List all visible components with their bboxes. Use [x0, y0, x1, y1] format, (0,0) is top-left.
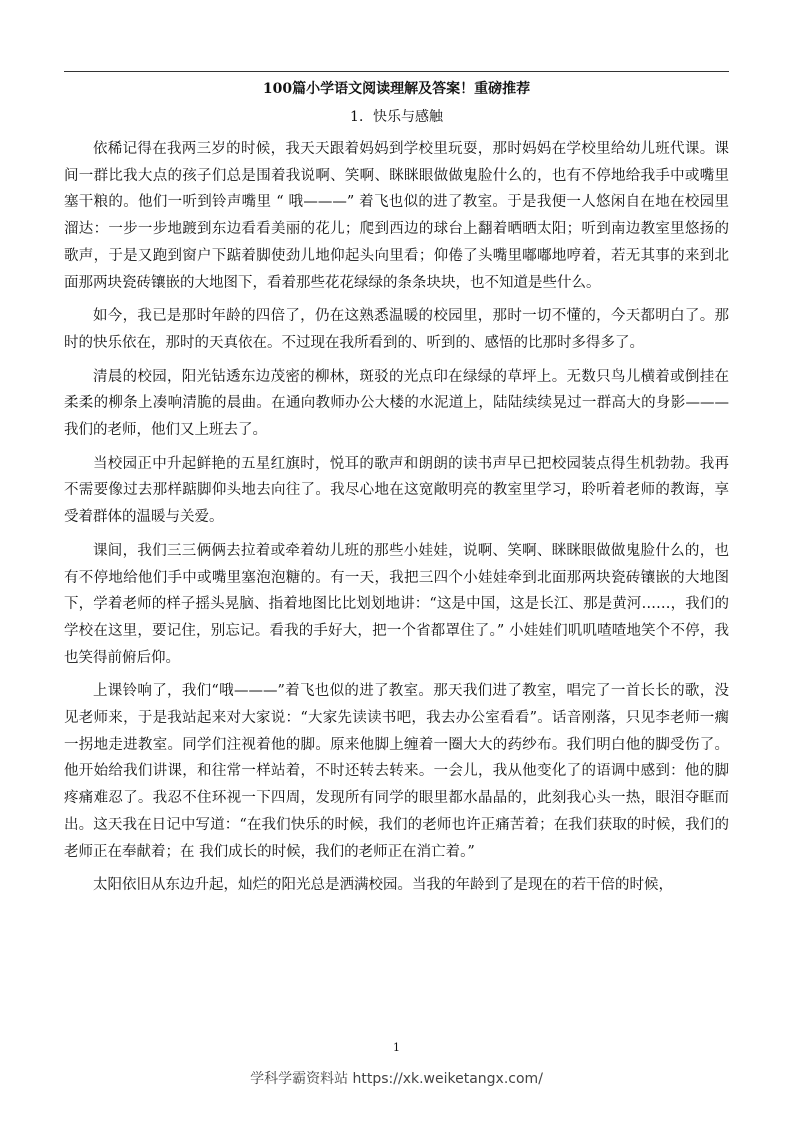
paragraph: 课间，我们三三俩俩去拉着或牵着幼儿班的那些小娃娃，说啊、笑啊、眯眯眼做做鬼脸什么的，也有不停地给他们手中或嘴里塞泡泡糖的。有一天，我把三四个小娃娃牵到北面那两块瓷砖镶嵌的大地图下，学着老师的样子摇头晃脑、指着地图比比划划地讲：“这是中国，这是长江、那是黄河……，我们的学校在这里，要记住，别忘记。看我的手好大，把一个省都罩住了。” 小娃娃们叽叽喳喳地笑个不停，我也笑得前俯后仰。 [64, 542, 729, 666]
footer-site-link[interactable]: 学科学霸资料站 https://xk.weiketangx.com/ [250, 1071, 543, 1087]
paragraph: 太阳依旧从东边升起，灿烂的阳光总是洒满校园。当我的年龄到了是现在的若干倍的时候， [93, 877, 673, 894]
section-title: 1．快乐与感触 [350, 109, 443, 125]
paragraph: 上课铃响了，我们“哦———”着飞也似的进了教室。那天我们进了教室，唱完了一首长长的歌，没见老师来，于是我站起来对大家说：“大家先读读书吧，我去办公室看看”。话音刚落，只见李老师一瘸一拐地走进教室。同学们注视着他的脚。原来他脚上缠着一圈大大的药纱布。我们明白他的脚受伤了。他开始给我们讲课，和往常一样站着，不时还转去转来。一会儿，我从他变化了的语调中感到：他的脚疼痛难忍了。我忍不住环视一下四周，发现所有同学的眼里都水晶晶的，此刻我心头一热，眼泪夺眶而出。这天我在日记中写道：“在我们快乐的时候，我们的老师也许正痛苦着；在我们获取的时候，我们的老师正在奉献着；在 我们成长的时候，我们的老师正在消亡着。” [64, 683, 729, 860]
paragraph: 依稀记得在我两三岁的时候，我天天跟着妈妈到学校里玩耍，那时妈妈在学校里给幼儿班代课。课间一群比我大点的孩子们总是围着我说啊、笑啊、眯眯眼做做鬼脸什么的，也有不停地给我手中或嘴里塞干粮的。他们一听到铃声嘴里 “ 哦———” 着飞也似的进了教室。于是我便一人悠闲自在地在校园里溜达：一步一步地踱到东边看看美丽的花儿；爬到西边的球台上翻着晒晒太阳；听到南边教室里悠扬的歌声，于是又跑到窗户下踮着脚使劲儿地仰起头向里看；仰倦了头嘴里嘟嘟地哼着，若无其事的来到北面那两块瓷砖镶嵌的大地图下，看着那些花花绿绿的条条块块，也不知道是些什么。 [64, 141, 729, 291]
paragraph: 清晨的校园，阳光钻透东边茂密的柳林，斑驳的光点印在绿绿的草坪上。无数只鸟儿横着或倒挂在柔柔的柳条上凑响清脆的晨曲。在通向教师办公大楼的水泥道上，陆陆续续晃过一群高大的身影———我们的老师，他们又上班去了。 [64, 368, 729, 439]
page-number: 1 [393, 1041, 400, 1054]
document-title: 100篇小学语文阅读理解及答案！重磅推荐 [262, 81, 531, 97]
article-body [64, 136, 729, 906]
paragraph: 如今，我已是那时年龄的四倍了，仍在这熟悉温暖的校园里，那时一切不懂的，今天都明白了。那时的快乐依在，那时的天真依在。不过现在我所看到的、听到的、感悟的比那时多得多了。 [64, 308, 729, 351]
header-rule [64, 71, 729, 72]
paragraph: 当校园正中升起鲜艳的五星红旗时，悦耳的歌声和朗朗的读书声早已把校园装点得生机勃勃。我再不需要像过去那样踮脚仰头地去向往了。我尽心地在这宽敞明亮的教室里学习，聆听着老师的教诲，享受着群体的温暖与关爱。 [64, 455, 729, 526]
